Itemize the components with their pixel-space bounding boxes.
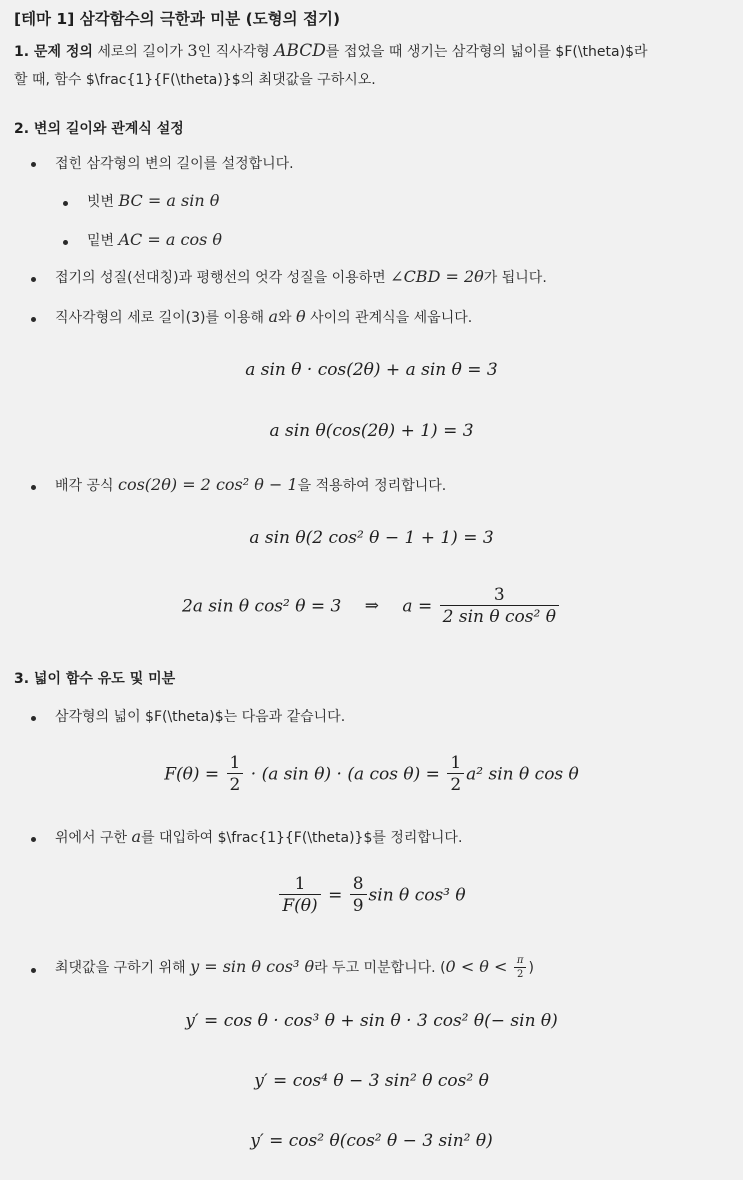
page-title: [테마 1] 삼각함수의 극한과 미분 (도형의 접기) (14, 10, 341, 28)
bullet-dot (31, 968, 36, 973)
reciprocal-equation (0, 874, 743, 917)
fraction-denominator: 2 (450, 775, 462, 796)
bullet-dot (31, 716, 36, 721)
math-theta: θ (295, 307, 306, 326)
fraction-half (227, 753, 244, 796)
fraction-reciprocal (279, 874, 320, 917)
bullet-double-angle (55, 475, 446, 495)
section-3-heading: 3. 넓이 함수 유도 및 미분 (14, 671, 176, 687)
text: 접기의 성질(선대칭)과 평행선의 엇각 성질을 이용하면 (55, 270, 391, 286)
fraction-denominator: F(θ) (282, 896, 318, 917)
math-a: a (131, 827, 142, 846)
math-angle: ∠CBD = 2θ (390, 267, 484, 286)
bullet-dot (31, 277, 36, 282)
text: 사이의 관계식을 세웁니다. (305, 310, 473, 326)
math-a: a (268, 307, 278, 326)
equation-2: a sin θ(cos(2θ) + 1) = 3 (269, 421, 474, 441)
equation-1: a sin θ · cos(2θ) + a sin θ = 3 (245, 360, 498, 380)
fraction-numerator: 1 (279, 874, 320, 895)
math-double-angle: cos(2θ) = 2 cos² θ − 1 (118, 475, 298, 494)
math-three: 3 (187, 41, 198, 60)
text: ) (528, 960, 534, 976)
fraction-numerator: 1 (227, 753, 244, 774)
fraction-denominator: 2 (516, 969, 524, 980)
bullet-substitute (55, 827, 462, 847)
problem-definition-line-1 (14, 41, 648, 61)
implies-arrow: ⇒ (364, 596, 380, 617)
eq-right: a² sin θ cos θ (466, 764, 579, 785)
problem-definition-line-2: 할 때, 함수 $\frac{1}{F(\theta)}$의 최댓값을 구하시오. (14, 72, 376, 88)
eq4-a: a = (402, 596, 433, 617)
text: 배각 공식 (55, 478, 118, 494)
text: 를 대입하여 $\frac{1}{F(\theta)}$를 정리합니다. (141, 830, 463, 846)
bullet-dot (31, 837, 36, 842)
derivative-equation-1: y′ = cos θ · cos³ θ + sin θ · 3 cos² θ(− sin θ) (185, 1011, 558, 1031)
text: 가 됩니다. (483, 270, 547, 286)
bullet-dot (31, 162, 36, 167)
section-2-heading: 2. 변의 길이와 관계식 설정 (14, 121, 184, 137)
fraction-numerator: 8 (350, 874, 367, 895)
text: 를 접었을 때 생기는 삼각형의 넓이를 $F(\theta)$라 (325, 44, 648, 60)
eq-middle: · (a sin θ) · (a cos θ) = (250, 764, 440, 785)
text: 와 (278, 310, 296, 326)
text: 최댓값을 구하기 위해 (55, 960, 191, 976)
bullet-differentiate (55, 955, 534, 981)
bullet-text: 접힌 삼각형의 변의 길이를 설정합니다. (55, 156, 294, 172)
section-1-label: 1. 문제 정의 (14, 44, 93, 60)
bullet-area: 삼각형의 넓이 $F(\theta)$는 다음과 같습니다. (55, 709, 346, 725)
area-equation (0, 753, 743, 796)
bullet-dot (63, 201, 68, 206)
fraction-pi-half (514, 955, 527, 981)
math-bc: BC = a sin θ (118, 191, 220, 210)
equation-4 (0, 585, 743, 628)
equals-sign: = (328, 885, 343, 906)
text: 라 두고 미분합니다. ( (314, 960, 446, 976)
eq4-left: 2a sin θ cos² θ = 3 (182, 596, 342, 617)
equation-3: a sin θ(2 cos² θ − 1 + 1) = 3 (249, 528, 494, 548)
math-ac: AC = a cos θ (118, 230, 223, 249)
text: 위에서 구한 (55, 830, 132, 846)
derivative-equation-3: y′ = cos² θ(cos² θ − 3 sin² θ) (250, 1131, 493, 1151)
sub-bullet-hypotenuse (87, 191, 219, 211)
fraction-denominator: 9 (352, 896, 364, 917)
text: 세로의 길이가 (97, 44, 188, 60)
bullet-dot (63, 240, 68, 245)
text: 인 직사각형 (197, 44, 275, 60)
math-abcd: ABCD (274, 41, 326, 61)
bullet-folding-property (55, 267, 547, 287)
label: 밑변 (87, 233, 119, 249)
derivative-equation-2: y′ = cos⁴ θ − 3 sin² θ cos² θ (254, 1071, 489, 1091)
eq-right: sin θ cos³ θ (368, 885, 466, 906)
fraction-numerator: 3 (440, 585, 559, 606)
eq-left: F(θ) = (164, 764, 220, 785)
bullet-dot (31, 485, 36, 490)
math-y: y = sin θ cos³ θ (190, 957, 315, 976)
fraction-numerator: π (514, 955, 527, 968)
bullet-dot (31, 317, 36, 322)
fraction-eight-ninths (350, 874, 367, 917)
text: 을 적용하여 정리합니다. (297, 478, 447, 494)
fraction-numerator: 1 (447, 753, 464, 774)
fraction-denominator: 2 (229, 775, 241, 796)
fraction-half (447, 753, 464, 796)
fraction (440, 585, 559, 628)
bullet-relation (55, 307, 472, 327)
text: 직사각형의 세로 길이(3)를 이용해 (55, 310, 269, 326)
math-range: 0 < θ < (445, 957, 508, 976)
label: 빗변 (87, 194, 119, 210)
sub-bullet-base (87, 230, 222, 250)
fraction-denominator: 2 sin θ cos² θ (442, 607, 556, 628)
